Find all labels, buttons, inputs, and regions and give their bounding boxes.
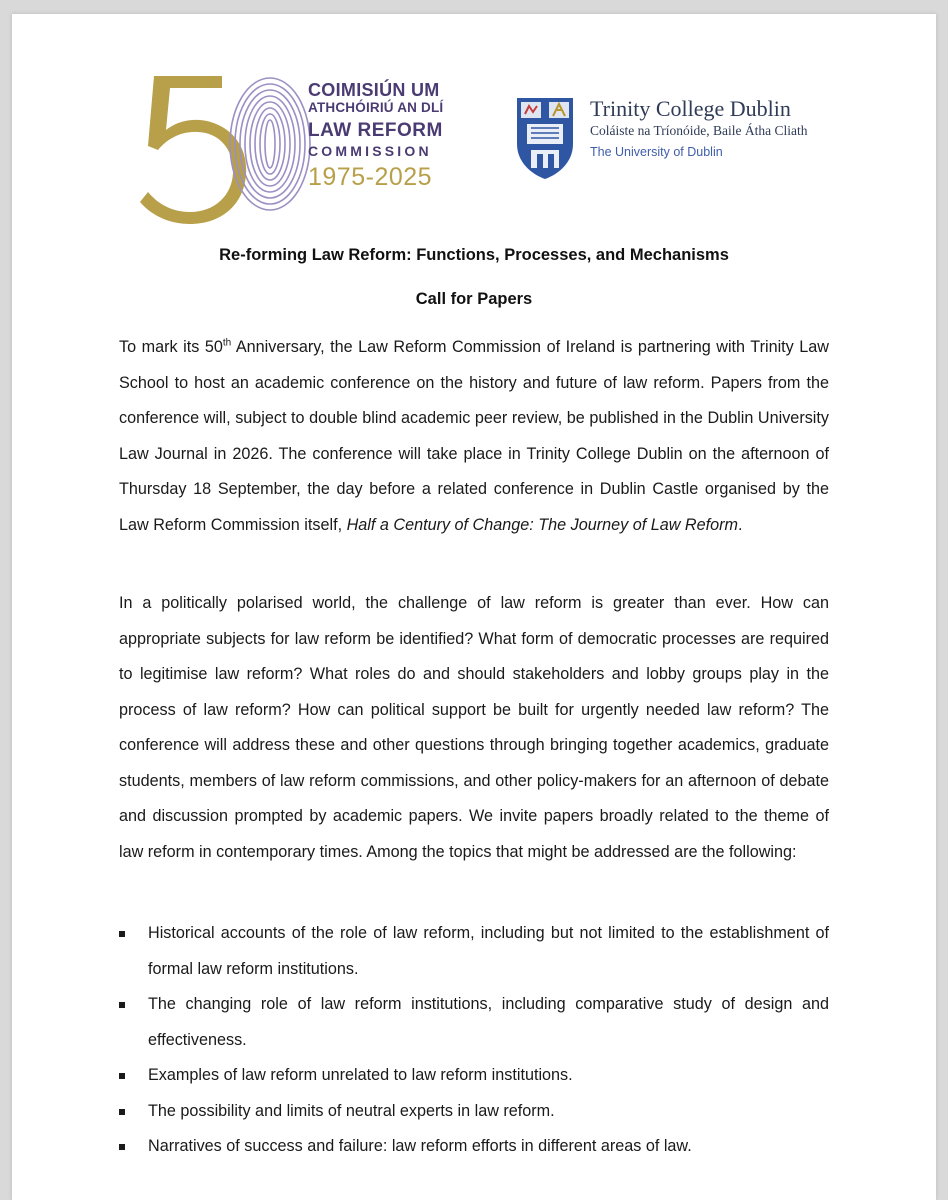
list-item xyxy=(117,1094,829,1130)
list-item xyxy=(117,1058,829,1094)
paragraph-intro xyxy=(119,330,829,543)
lrc-english-line2: COMMISSION xyxy=(308,143,432,159)
tcd-name: Trinity College Dublin xyxy=(590,96,791,121)
tcd-university: The University of Dublin xyxy=(590,145,723,159)
tcd-irish-name: Coláiste na Tríonóide, Baile Átha Cliath xyxy=(590,123,808,138)
document-page xyxy=(12,14,936,1200)
p1-italic-title: Half a Century of Change: The Journey of Law Reform xyxy=(346,515,738,534)
tcd-wordmark xyxy=(590,96,807,161)
list-item xyxy=(117,987,829,1058)
list-item xyxy=(117,916,829,987)
topics-list xyxy=(117,916,829,1165)
p1-text-c: . xyxy=(738,515,743,534)
document-subtitle: Call for Papers xyxy=(415,290,533,308)
list-item-text: Historical accounts of the role of law reform, including but not limited to the establishment of formal law reform institutions. xyxy=(148,924,829,978)
paragraph-context: In a politically polarised world, the challenge of law reform is greater than ever. How can appropriate subjects for law reform be identified? What form of democratic processes are required to legitimise law reform? What roles do and should stakeholders and lobby groups play in the process of law reform? How can political support be built for urgently needed law reform? The conference will address these and other questions through bringing together academics, graduate students, members of law reform commissions, and other policy-makers for an afternoon of debate and discussion prompted by academic papers. We invite papers broadly related to the theme of law reform in contemporary times. Among the topics that might be addressed are the following: xyxy=(119,594,829,861)
lrc-50-logo xyxy=(130,62,470,237)
lrc-irish-line1: COIMISIÚN UM xyxy=(308,80,440,100)
list-item-text: The possibility and limits of neutral experts in law reform. xyxy=(148,1101,555,1120)
p1-text-b: Anniversary, the Law Reform Commission of Ireland is partnering with Trinity Law School to host an academic conference on the history and future of law reform. Papers from the conference will, subject to double blind academic peer review, be published in the Dublin University Law Journal in 2026. The conference will take place in Trinity College Dublin on the afternoon of Thursday 18 September, the day before a related conference in Dublin Castle organised by the Law Reform Commission itself, xyxy=(119,338,829,534)
bullet-square-icon xyxy=(119,1144,125,1150)
tcd-shield-icon xyxy=(515,96,575,180)
p1-text-a: To mark its 50 xyxy=(119,338,223,356)
bullet-square-icon xyxy=(119,931,125,937)
bullet-square-icon xyxy=(119,1002,125,1008)
lrc-irish-line2: ATHCHÓIRIÚ AN DLÍ xyxy=(308,100,444,115)
bullet-square-icon xyxy=(119,1109,125,1115)
lrc-english-line1: LAW REFORM xyxy=(308,120,443,141)
lrc-50-emblem xyxy=(130,62,330,237)
p1-superscript: th xyxy=(222,337,232,349)
bullet-square-icon xyxy=(119,1073,125,1079)
concentric-rings-icon xyxy=(230,78,310,210)
list-item-text: Narratives of success and failure: law reform efforts in different areas of law. xyxy=(148,1137,692,1155)
list-item xyxy=(117,1129,829,1165)
document-title: Re-forming Law Reform: Functions, Processes, and Mechanisms xyxy=(219,246,729,264)
list-item-text: Examples of law reform unrelated to law reform institutions. xyxy=(148,1066,573,1084)
list-item-text: The changing role of law reform institutions, including comparative study of design and effectiveness. xyxy=(148,995,829,1049)
lrc-wordmark xyxy=(308,80,483,192)
lrc-years: 1975-2025 xyxy=(308,163,433,191)
tcd-logo xyxy=(515,94,835,189)
